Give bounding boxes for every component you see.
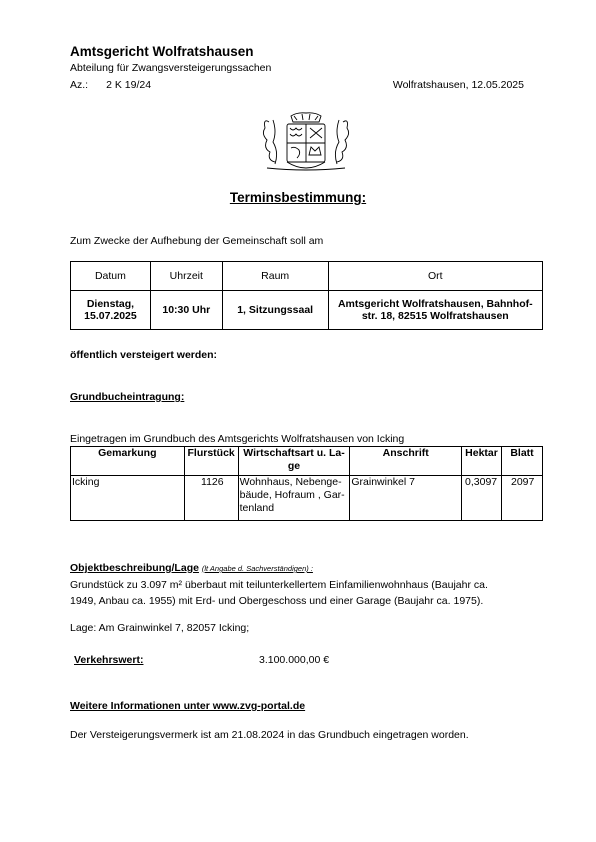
place-date: Wolfratshausen, 12.05.2025 <box>392 79 524 91</box>
appointment-time: 10:30 Uhr <box>150 291 222 330</box>
market-value-label: Verkehrswert: <box>74 654 144 666</box>
appointment-table <box>70 261 543 330</box>
appointment-place: Amtsgericht Wolfratshausen, Bahnhof- str. 18, 82515 Wolfratshausen <box>328 291 542 330</box>
sold-text: öffentlich versteigert werden: <box>70 349 218 361</box>
department: Abteilung für Zwangsversteigerungssachen <box>70 62 272 74</box>
page-title: Terminsbestimmung: <box>229 190 367 205</box>
info-link[interactable]: Weitere Informationen unter www.zvg-portal.de <box>70 700 306 712</box>
header-hektar: Hektar <box>462 447 502 476</box>
cell-gemarkung: Icking <box>71 476 185 521</box>
intro-text: Zum Zwecke der Aufhebung der Gemeinschaft soll am <box>70 235 324 247</box>
cell-flurstueck: 1126 <box>184 476 238 521</box>
object-description-note: (lt Angabe d. Sachverständigen) : <box>201 564 313 573</box>
header-wirtschaftsart: Wirtschaftsart u. La- ge <box>238 447 350 476</box>
cell-blatt: 2097 <box>502 476 543 521</box>
registration-note: Der Versteigerungsvermerk ist am 21.08.2024 in das Grundbuch eingetragen worden. <box>70 729 469 741</box>
header-blatt: Blatt <box>502 447 543 476</box>
header-anschrift: Anschrift <box>350 447 462 476</box>
cell-hektar: 0,3097 <box>462 476 502 521</box>
land-register-table <box>70 446 543 521</box>
land-register-header-row <box>71 447 543 476</box>
header-time: Uhrzeit <box>150 262 222 291</box>
appointment-date: Dienstag, 15.07.2025 <box>71 291 151 330</box>
appointment-row <box>71 291 543 330</box>
land-register-title: Grundbucheintragung: <box>70 391 185 403</box>
case-number <box>70 79 151 91</box>
appointment-header-row <box>71 262 543 291</box>
object-description-title: Objektbeschreibung/Lage (lt Angabe d. Sachverständigen) : <box>70 562 313 574</box>
object-description-text: Grundstück zu 3.097 m² überbaut mit teilunterkellertem Einfamilienwohnhaus (Baujahr ca. 1949, Anbau ca. 1955) mit Erd- und Obergeschoss und einer Garage (Baujahr ca. 1975). <box>70 579 488 607</box>
market-value-amount: 3.100.000,00 € <box>259 654 330 666</box>
land-register-intro: Eingetragen im Grundbuch des Amtsgerichts Wolfratshausen von Icking <box>70 433 405 445</box>
header-room: Raum <box>222 262 328 291</box>
header-gemarkung: Gemarkung <box>71 447 185 476</box>
court-name: Amtsgericht Wolfratshausen <box>70 44 254 59</box>
case-number-label: Az.: <box>70 79 89 91</box>
appointment-room: 1, Sitzungssaal <box>222 291 328 330</box>
coat-of-arms-seal <box>261 112 351 174</box>
cell-anschrift: Grainwinkel 7 <box>350 476 462 521</box>
header-place: Ort <box>328 262 542 291</box>
case-number-value: 2 K 19/24 <box>106 79 152 91</box>
cell-wirtschaftsart: Wohnhaus, Nebenge- bäude, Hofraum , Gar- tenland <box>238 476 350 521</box>
header-date: Datum <box>71 262 151 291</box>
location-text: Lage: Am Grainwinkel 7, 82057 Icking; <box>70 622 250 634</box>
table-row <box>71 476 543 521</box>
header-flurstueck: Flurstück <box>184 447 238 476</box>
